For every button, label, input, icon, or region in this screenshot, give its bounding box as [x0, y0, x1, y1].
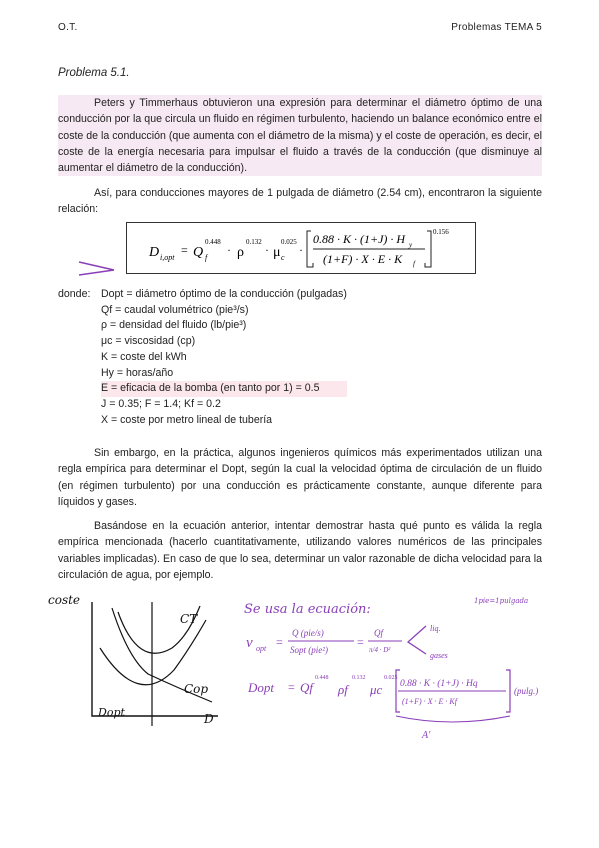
definition-item: J = 0.35; F = 1.4; Kf = 0.2 [101, 397, 221, 410]
axis-label-d: D [204, 712, 214, 726]
paragraph-relation: Así, para conducciones mayores de 1 pulgada de diámetro (2.54 cm), encontraron la siguiente relación: [58, 187, 542, 216]
arrow-icon [76, 258, 124, 278]
definition-item: X = coste por metro lineal de tubería [101, 413, 273, 426]
v-lhs: v [246, 635, 253, 651]
d-units: (pulg.) [514, 686, 539, 696]
formula-q-exp: 0.448 [205, 238, 221, 246]
d-rho-exp: 0.132 [352, 675, 366, 681]
v-lhs-sub: opt [256, 644, 267, 653]
note-top-right: 1pie=1pulgada [474, 597, 529, 605]
header-left: O.T. [58, 22, 78, 33]
formula-lhs-sub: i,opt [160, 253, 175, 262]
d-num: 0.88 · K · (1+J) · Hq [400, 679, 478, 689]
dopt-equation [240, 664, 540, 742]
v-eq: = [276, 635, 283, 649]
formula-numerator: 0.88 · K · (1+J) · H [313, 232, 406, 246]
formula-lhs: D [149, 245, 160, 260]
v-den: Sopt (pie²) [290, 645, 328, 655]
formula-eq: = [181, 243, 188, 257]
formula-numerator-sub: y [409, 241, 413, 249]
formula-rho-exp: 0.132 [246, 238, 262, 246]
gases-label: gases [430, 651, 448, 660]
paragraph-task: Basándose en la ecuación anterior, intentar demostrar hasta qué punto es válida la regla empírica mencionada (hacerlo cuantitativamente, utilizando valores numéricos de las principales variables implicadas). En caso de que lo sea, determinar un valor razonable de dicha velocidad para la circulación de agua, por ejemplo. [58, 520, 542, 581]
definition-item: E = eficacia de la bomba (en tanto por 1) = 0.5 [101, 381, 347, 397]
ct-label: CT [180, 612, 198, 626]
a-prime-label: A' [422, 730, 431, 741]
definition-item: K = coste del kWh [101, 350, 187, 363]
formula-mu-sub: c [281, 253, 285, 262]
formula-dot-1: · [227, 243, 231, 257]
definition-item: ρ = densidad del fluido (lb/pie³) [101, 319, 247, 332]
d-mu-exp: 0.025 [384, 675, 398, 681]
formula-mu-exp: 0.025 [281, 238, 297, 246]
definition-item: Hy = horas/año [101, 366, 174, 379]
formula-outer-exp: 0.156 [433, 228, 449, 236]
paragraph-rule: Sin embargo, en la práctica, algunos ingenieros químicos más experimentados utilizan una regla empírica para determinar el Dopt, según la cual la velocidad óptima de circulación de un fluido (en régimen turbulento) por una conducción es prácticamente constante, aunque diferente para líquidos y gases. [58, 447, 542, 508]
se-usa-text: Se usa la ecuación: [244, 602, 371, 617]
d-den: (1+F) · X · E · Kf [402, 697, 457, 706]
formula-rho: ρ [237, 245, 244, 260]
axis-label-coste: coste [48, 593, 81, 607]
d-mu: μc [370, 682, 383, 697]
formula-denominator: (1+F) · X · E · K [323, 252, 403, 266]
velocity-equation [244, 620, 474, 664]
formula-svg [127, 223, 475, 273]
v-num-2: Qf [374, 628, 383, 638]
formula-q: Q [193, 245, 204, 260]
v-num: Q (pie/s) [292, 628, 324, 638]
formula-dot-2: · [265, 243, 269, 257]
problem-title: Problema 5.1. [58, 67, 130, 79]
formula-dot-3: · [299, 243, 303, 257]
dopt-axis-label: Dopt [98, 706, 125, 719]
formula-box [126, 222, 476, 274]
header-right: Problemas TEMA 5 [451, 22, 542, 33]
d-q: Qf [300, 680, 313, 695]
liq-label: liq. [430, 624, 441, 633]
d-q-exp: 0.448 [315, 675, 329, 681]
definition-item: μc = viscosidad (cp) [101, 335, 196, 348]
definitions-list [101, 287, 347, 428]
cop-label: Cop [184, 682, 209, 696]
definitions-label: donde: [58, 288, 91, 300]
d-eq: = [288, 680, 295, 694]
v-den-2: π/4 · D² [369, 646, 391, 654]
formula-mu: μ [273, 245, 281, 260]
formula-denominator-sub: f [413, 260, 415, 268]
formula-q-sub: f [205, 253, 208, 262]
v-eq-2: = [357, 635, 364, 649]
d-rho: ρf [338, 682, 348, 697]
definition-item: Qf = caudal volumétrico (pie³/s) [101, 303, 249, 316]
paragraph-intro: Peters y Timmerhaus obtuvieron una expresión para determinar el diámetro óptimo de una conducción por la que circula un fluido en régimen turbulento, haciendo un balance económico entre el coste de la conducción (que aumenta con el diámetro de la misma) y el coste de operación, es decir, el coste de la energía necesaria para impulsar el fluido a través de la conducción (que disminuye al aumentar el diámetro de la conducción). [58, 95, 542, 176]
cop-curve-down [100, 620, 206, 685]
definition-item: Dopt = diámetro óptimo de la conducción (pulgadas) [101, 288, 347, 300]
d-lhs: Dopt [248, 680, 274, 695]
